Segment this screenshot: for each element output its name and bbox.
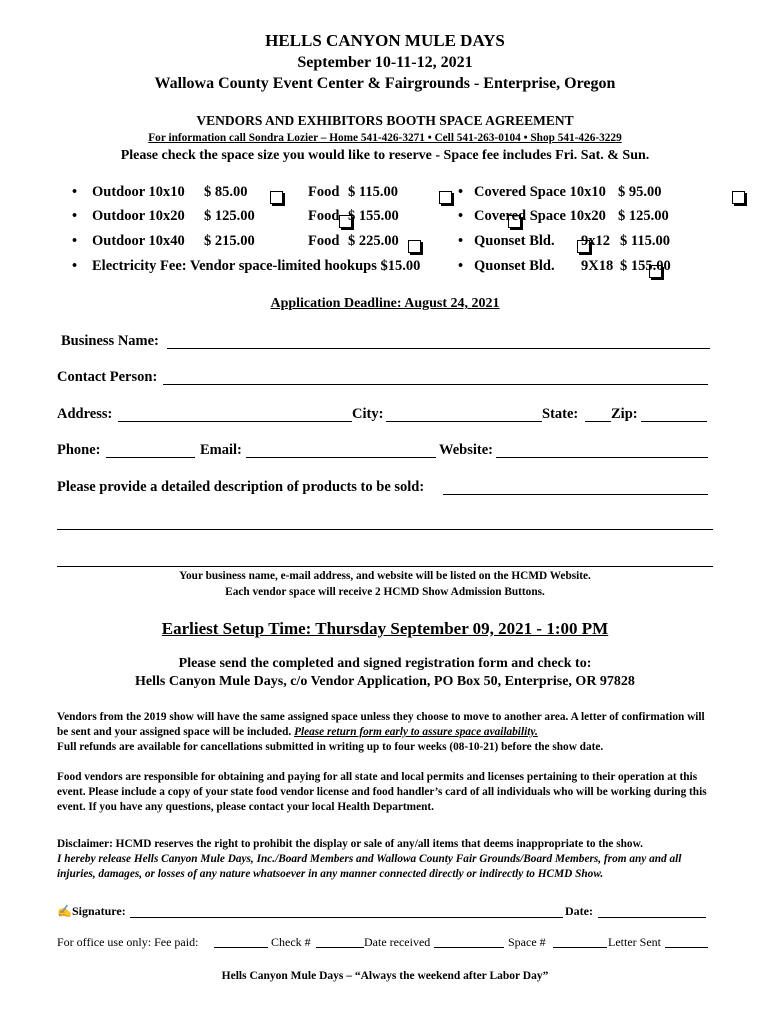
bullet: • <box>458 258 464 274</box>
checkbox-covered-10x10[interactable] <box>732 191 745 204</box>
contact-person-field[interactable] <box>163 384 708 385</box>
returning-vendors-text: Vendors from the 2019 show will have the same assigned space unless they choose to move to another area. A letter of confirmation will be sent and your assigned space will be included. <box>57 711 705 738</box>
contact-person-label: Contact Person: <box>57 369 158 385</box>
option-quonset-9x18-label: Quonset Bld. <box>474 258 555 274</box>
bullet: • <box>72 258 78 274</box>
option-food-1-price: $ 115.00 <box>348 184 398 200</box>
check-number-label: Check # <box>271 935 311 949</box>
food-vendors-paragraph: Food vendors are responsible for obtaining and paying for all state and local permits and licenses pertaining to their operation at this event. Please include a copy of your state food vendor license and food handler’s card of all individuals who will be working during this event. If you have any questions, please contact your local Health Department. <box>57 771 707 813</box>
phone-field[interactable] <box>106 457 195 458</box>
returning-vendors-paragraph <box>57 710 717 740</box>
page-title: HELLS CANYON MULE DAYS <box>265 31 505 50</box>
date-received-field[interactable] <box>434 947 504 948</box>
checkbox-outdoor-10x40[interactable] <box>408 240 421 253</box>
description-label: Please provide a detailed description of products to be sold: <box>57 479 425 495</box>
option-quonset-9x18-price: $ 155.00 <box>620 258 671 274</box>
office-use-prefix: For office use only: Fee paid: <box>57 935 199 949</box>
application-deadline: Application Deadline: August 24, 2021 <box>270 296 500 311</box>
address-label: Address: <box>57 406 113 422</box>
date-received-label: Date received <box>364 935 431 949</box>
signature-row <box>57 904 126 919</box>
event-dates: September 10-11-12, 2021 <box>297 54 473 71</box>
option-outdoor-10x20-price: $ 125.00 <box>204 208 255 224</box>
option-quonset-9x18-size: 9X18 <box>581 258 614 274</box>
refunds-paragraph: Full refunds are available for cancellations submitted in writing up to four weeks (08-10-21) before the show date. <box>57 741 604 753</box>
space-number-field[interactable] <box>553 947 607 948</box>
letter-sent-label: Letter Sent <box>608 935 661 949</box>
signature-date-label: Date: <box>565 904 593 918</box>
option-covered-10x20-label: Covered Space 10x20 <box>474 208 606 224</box>
city-field[interactable] <box>386 421 542 422</box>
option-food-2-label: Food <box>308 208 340 224</box>
zip-field[interactable] <box>641 421 707 422</box>
send-to-line-2: Hells Canyon Mule Days, c/o Vendor Application, PO Box 50, Enterprise, OR 97828 <box>135 674 635 689</box>
bullet: • <box>458 208 464 224</box>
fee-paid-field[interactable] <box>214 947 268 948</box>
website-label: Website: <box>439 442 493 458</box>
option-covered-10x20-price: $ 125.00 <box>618 208 669 224</box>
business-name-field[interactable] <box>167 348 710 349</box>
space-number-label: Space # <box>508 935 546 949</box>
state-label: State: <box>542 406 579 422</box>
return-early-note: Please return form early to assure space availability. <box>294 726 538 738</box>
send-to-line-1: Please send the completed and signed registration form and check to: <box>178 656 592 671</box>
option-food-3-label: Food <box>308 233 340 249</box>
website-field[interactable] <box>496 457 708 458</box>
option-outdoor-10x40-label: Outdoor 10x40 <box>92 233 185 249</box>
option-outdoor-10x20-label: Outdoor 10x20 <box>92 208 185 224</box>
zip-label: Zip: <box>611 406 638 422</box>
listing-note-1: Your business name, e-mail address, and website will be listed on the HCMD Website. <box>179 570 591 582</box>
option-quonset-9x12-price: $ 115.00 <box>620 233 670 249</box>
signature-field[interactable] <box>130 917 563 918</box>
option-outdoor-10x10: • <box>72 184 78 200</box>
option-food-1-label: Food <box>308 184 340 200</box>
bullet: • <box>458 184 464 200</box>
bullet: • <box>458 233 464 249</box>
release-paragraph: I hereby release Hells Canyon Mule Days, Inc./Board Members and Wallowa County Fair Grounds/Board Members, from any and all injuries, damages, or losses of any nature whatsoever in any manner connected directly or indirectly to HCMD Show. <box>57 853 682 880</box>
space-instruction: Please check the space size you would like to reserve - Space fee includes Fri. Sat. & Sun. <box>120 148 650 163</box>
pen-icon: ✍ <box>57 904 72 918</box>
option-covered-10x10-label: Covered Space 10x10 <box>474 184 606 200</box>
signature-date-field[interactable] <box>598 917 706 918</box>
option-outdoor-10x10-label: Outdoor 10x10 <box>92 184 185 200</box>
email-label: Email: <box>200 442 242 458</box>
option-quonset-9x12-label: Quonset Bld. <box>474 233 555 249</box>
description-field-line-3[interactable] <box>57 566 713 567</box>
bullet: • <box>72 233 78 249</box>
option-outdoor-10x40-price: $ 215.00 <box>204 233 255 249</box>
business-name-label: Business Name: <box>61 333 159 349</box>
option-food-2-price: $ 155.00 <box>348 208 399 224</box>
contact-info-line: For information call Sondra Lozier – Home 541-426-3271 • Cell 541-263-0104 • Shop 541-426-3229 <box>148 132 622 144</box>
option-outdoor-10x10-price: $ 85.00 <box>204 184 248 200</box>
listing-note-2: Each vendor space will receive 2 HCMD Show Admission Buttons. <box>225 586 545 598</box>
agreement-title: VENDORS AND EXHIBITORS BOOTH SPACE AGREEMENT <box>196 113 574 128</box>
option-quonset-9x12-size: 9x12 <box>581 233 610 249</box>
city-label: City: <box>352 406 384 422</box>
event-venue: Wallowa County Event Center & Fairgrounds - Enterprise, Oregon <box>154 75 616 92</box>
checkbox-outdoor-10x10[interactable] <box>270 191 283 204</box>
address-field[interactable] <box>118 421 352 422</box>
setup-time: Earliest Setup Time: Thursday September 09, 2021 - 1:00 PM <box>161 619 609 638</box>
state-field[interactable] <box>585 421 611 422</box>
phone-label: Phone: <box>57 442 101 458</box>
option-food-3-price: $ 225.00 <box>348 233 399 249</box>
description-field-line-2[interactable] <box>57 529 713 530</box>
letter-sent-field[interactable] <box>665 947 708 948</box>
description-field-line-1[interactable] <box>443 494 708 495</box>
disclaimer-paragraph: Disclaimer: HCMD reserves the right to prohibit the display or sale of any/all items that deems inappropriate to the show. <box>57 838 643 850</box>
option-covered-10x10-price: $ 95.00 <box>618 184 662 200</box>
check-number-field[interactable] <box>316 947 364 948</box>
option-electricity-label: Electricity Fee: Vendor space-limited hookups $15.00 <box>92 258 421 274</box>
signature-label: Signature: <box>71 904 126 918</box>
bullet: • <box>72 208 78 224</box>
checkbox-food-1[interactable] <box>439 191 452 204</box>
email-field[interactable] <box>246 457 436 458</box>
footer-tagline: Hells Canyon Mule Days – “Always the weekend after Labor Day” <box>221 970 549 982</box>
